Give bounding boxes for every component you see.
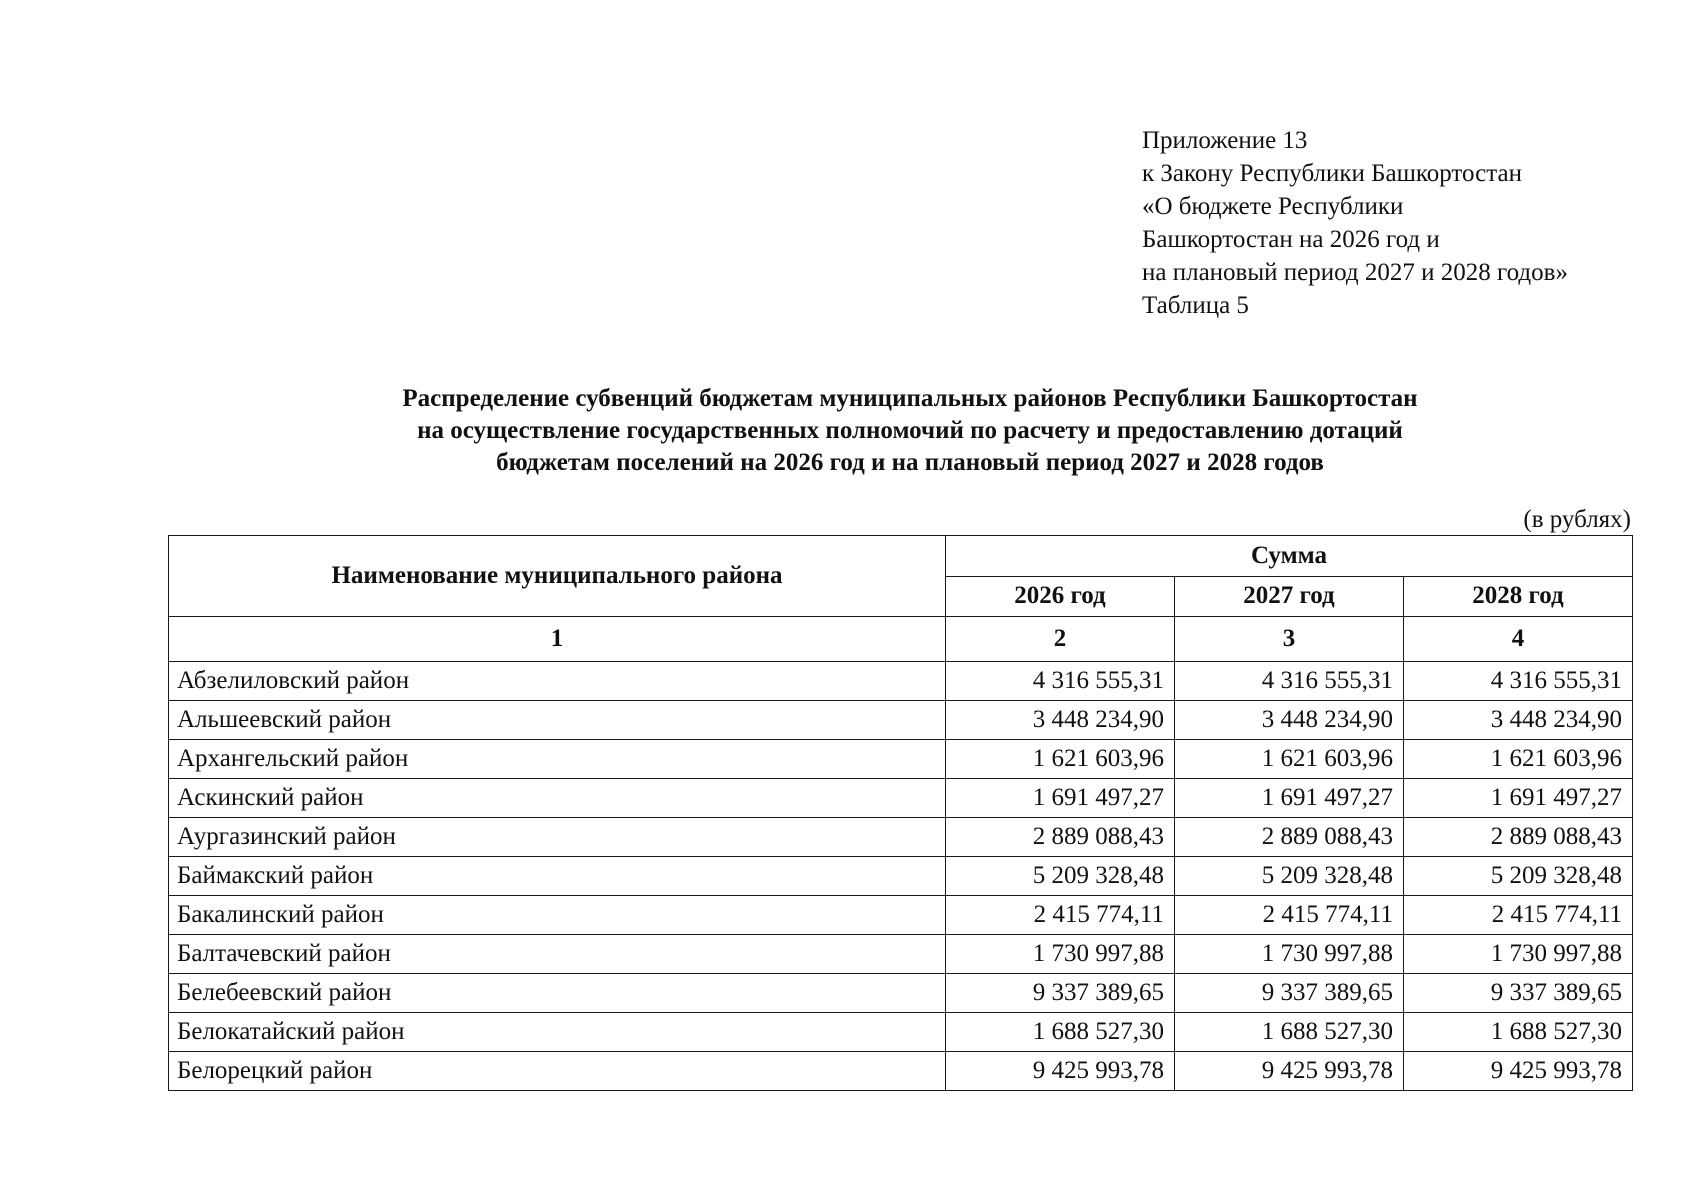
district-name-cell: Белорецкий район [169, 1052, 946, 1091]
amount-2028-cell: 2 415 774,11 [1404, 896, 1633, 935]
table-row [169, 818, 1633, 857]
amount-2027-cell: 2 415 774,11 [1175, 896, 1404, 935]
amount-2028-cell: 4 316 555,31 [1404, 662, 1633, 701]
table-row [169, 935, 1633, 974]
district-name-cell: Архангельский район [169, 740, 946, 779]
district-name-cell: Балтачевский район [169, 935, 946, 974]
column-number: 1 [169, 617, 946, 662]
amount-2026-cell: 1 730 997,88 [946, 935, 1175, 974]
header-year-2026: 2026 год [946, 576, 1175, 617]
amount-2027-cell: 2 889 088,43 [1175, 818, 1404, 857]
amount-2026-cell: 9 425 993,78 [946, 1052, 1175, 1091]
table-row [169, 1052, 1633, 1091]
amount-2027-cell: 9 425 993,78 [1175, 1052, 1404, 1091]
amount-2028-cell: 2 889 088,43 [1404, 818, 1633, 857]
title-line: на осуществление государственных полномочий по расчету и предоставлению дотаций [417, 417, 1403, 444]
district-name-cell: Бакалинский район [169, 896, 946, 935]
amount-2026-cell: 1 691 497,27 [946, 779, 1175, 818]
district-name-cell: Белебеевский район [169, 974, 946, 1013]
annex-line: Башкортостан на 2026 год и [1142, 226, 1440, 253]
amount-2028-cell: 9 425 993,78 [1404, 1052, 1633, 1091]
amount-2026-cell: 1 621 603,96 [946, 740, 1175, 779]
title-line: бюджетам поселений на 2026 год и на плановый период 2027 и 2028 годов [496, 449, 1324, 476]
column-number: 4 [1404, 617, 1633, 662]
amount-2026-cell: 9 337 389,65 [946, 974, 1175, 1013]
amount-2026-cell: 2 889 088,43 [946, 818, 1175, 857]
amount-2027-cell: 1 688 527,30 [1175, 1013, 1404, 1052]
amount-2027-cell: 4 316 555,31 [1175, 662, 1404, 701]
district-name-cell: Абзелиловский район [169, 662, 946, 701]
district-name-cell: Аскинский район [169, 779, 946, 818]
header-year-2027: 2027 год [1175, 576, 1404, 617]
column-number: 3 [1175, 617, 1404, 662]
table-row [169, 701, 1633, 740]
table-row [169, 740, 1633, 779]
amount-2027-cell: 3 448 234,90 [1175, 701, 1404, 740]
table-row [169, 779, 1633, 818]
annex-line: к Закону Республики Башкортостан [1142, 160, 1522, 187]
table-row [169, 662, 1633, 701]
title-line: Распределение субвенций бюджетам муниципальных районов Республики Башкортостан [402, 385, 1418, 412]
document-title [180, 383, 1640, 479]
header-sum: Сумма [946, 536, 1633, 577]
header-year-2028: 2028 год [1404, 576, 1633, 617]
district-name-cell: Белокатайский район [169, 1013, 946, 1052]
column-number-row [169, 617, 1633, 662]
table-row [169, 857, 1633, 896]
amount-2028-cell: 1 688 527,30 [1404, 1013, 1633, 1052]
annex-block [1142, 124, 1568, 322]
amount-2028-cell: 3 448 234,90 [1404, 701, 1633, 740]
amount-2027-cell: 1 691 497,27 [1175, 779, 1404, 818]
district-name-cell: Баймакский район [169, 857, 946, 896]
amount-2028-cell: 1 691 497,27 [1404, 779, 1633, 818]
amount-2028-cell: 5 209 328,48 [1404, 857, 1633, 896]
units-label: (в рублях) [1523, 506, 1631, 533]
amount-2026-cell: 4 316 555,31 [946, 662, 1175, 701]
subvention-table [168, 535, 1633, 1091]
amount-2027-cell: 1 621 603,96 [1175, 740, 1404, 779]
district-name-cell: Альшеевский район [169, 701, 946, 740]
amount-2028-cell: 1 730 997,88 [1404, 935, 1633, 974]
amount-2027-cell: 9 337 389,65 [1175, 974, 1404, 1013]
amount-2026-cell: 1 688 527,30 [946, 1013, 1175, 1052]
district-name-cell: Аургазинский район [169, 818, 946, 857]
annex-line: Приложение 13 [1142, 127, 1308, 154]
amount-2026-cell: 5 209 328,48 [946, 857, 1175, 896]
table-row [169, 896, 1633, 935]
amount-2027-cell: 1 730 997,88 [1175, 935, 1404, 974]
amount-2026-cell: 3 448 234,90 [946, 701, 1175, 740]
table-row [169, 1013, 1633, 1052]
column-number: 2 [946, 617, 1175, 662]
annex-line: Таблица 5 [1142, 292, 1249, 319]
amount-2027-cell: 5 209 328,48 [1175, 857, 1404, 896]
annex-line: на плановый период 2027 и 2028 годов» [1142, 259, 1568, 286]
amount-2028-cell: 1 621 603,96 [1404, 740, 1633, 779]
annex-line: «О бюджете Республики [1142, 193, 1404, 220]
header-district-name: Наименование муниципального района [169, 536, 946, 617]
amount-2026-cell: 2 415 774,11 [946, 896, 1175, 935]
table-row [169, 974, 1633, 1013]
amount-2028-cell: 9 337 389,65 [1404, 974, 1633, 1013]
